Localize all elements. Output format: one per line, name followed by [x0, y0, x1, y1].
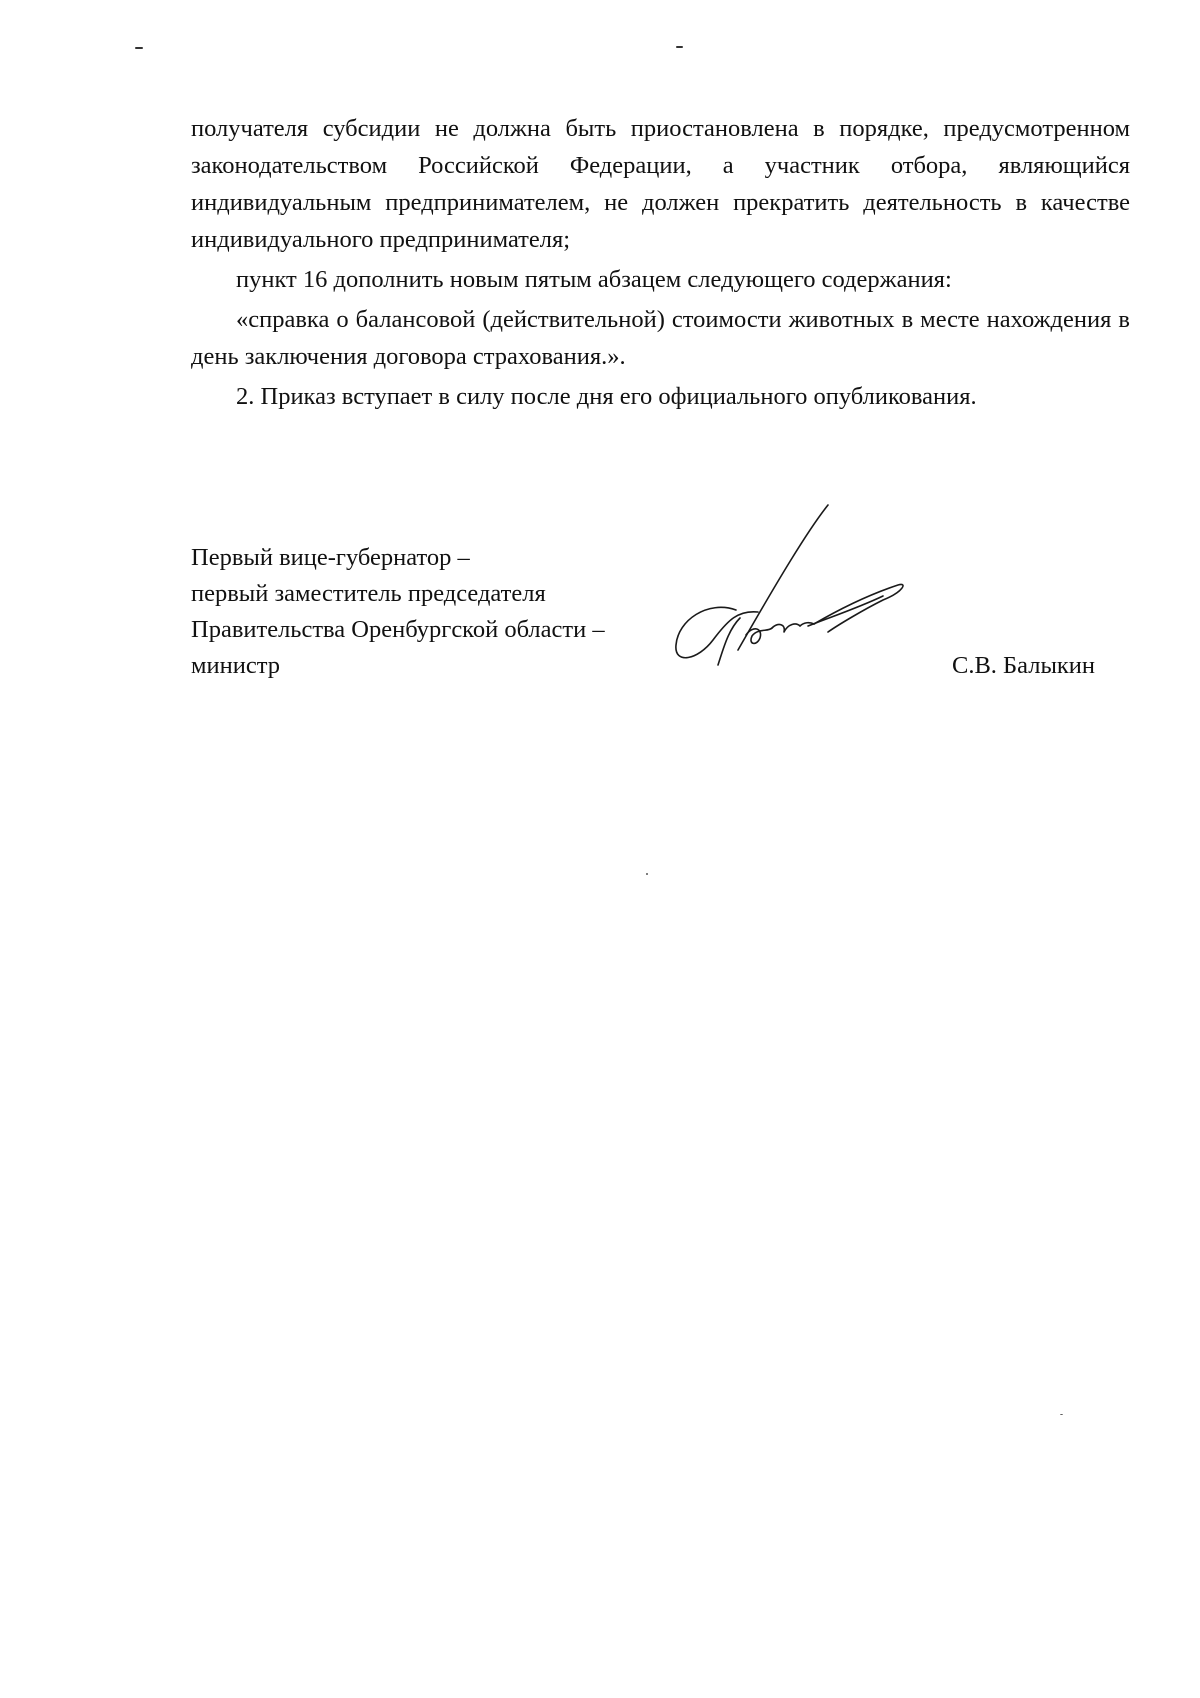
paragraph-amendment-intro: пункт 16 дополнить новым пятым абзацем следующего содержания: — [236, 266, 952, 293]
scan-speck — [1060, 1414, 1063, 1415]
handwritten-signature — [668, 500, 948, 700]
signatory-name: С.В. Балыкин — [952, 652, 1096, 679]
paragraph-effective-date: 2. Приказ вступает в силу после дня его официального опубликования. — [236, 383, 977, 410]
scan-mark-center — [676, 46, 683, 48]
signatory-title-line: первый заместитель председателя — [191, 580, 546, 607]
scan-speck — [646, 873, 648, 875]
signatory-title-line: министр — [191, 652, 280, 679]
scan-mark-left — [135, 47, 143, 49]
paragraph-continuation: получателя субсидии не должна быть приостановлена в порядке, предусмотренном законодательством Российской Федерации, а участник отбора, являющийся индивидуальным предпринимателем, не должен прекратить деятельность в качестве индивидуального предпринимателя; — [191, 115, 1130, 253]
signatory-title-line: Первый вице-губернатор – — [191, 544, 470, 571]
signatory-title-line: Правительства Оренбургской области – — [191, 616, 605, 643]
signatory-title — [191, 540, 605, 684]
paragraph-amendment-text: «справка о балансовой (действительной) стоимости животных в месте нахождения в день заключения договора страхования.». — [191, 306, 1130, 370]
document-body — [191, 110, 1130, 415]
